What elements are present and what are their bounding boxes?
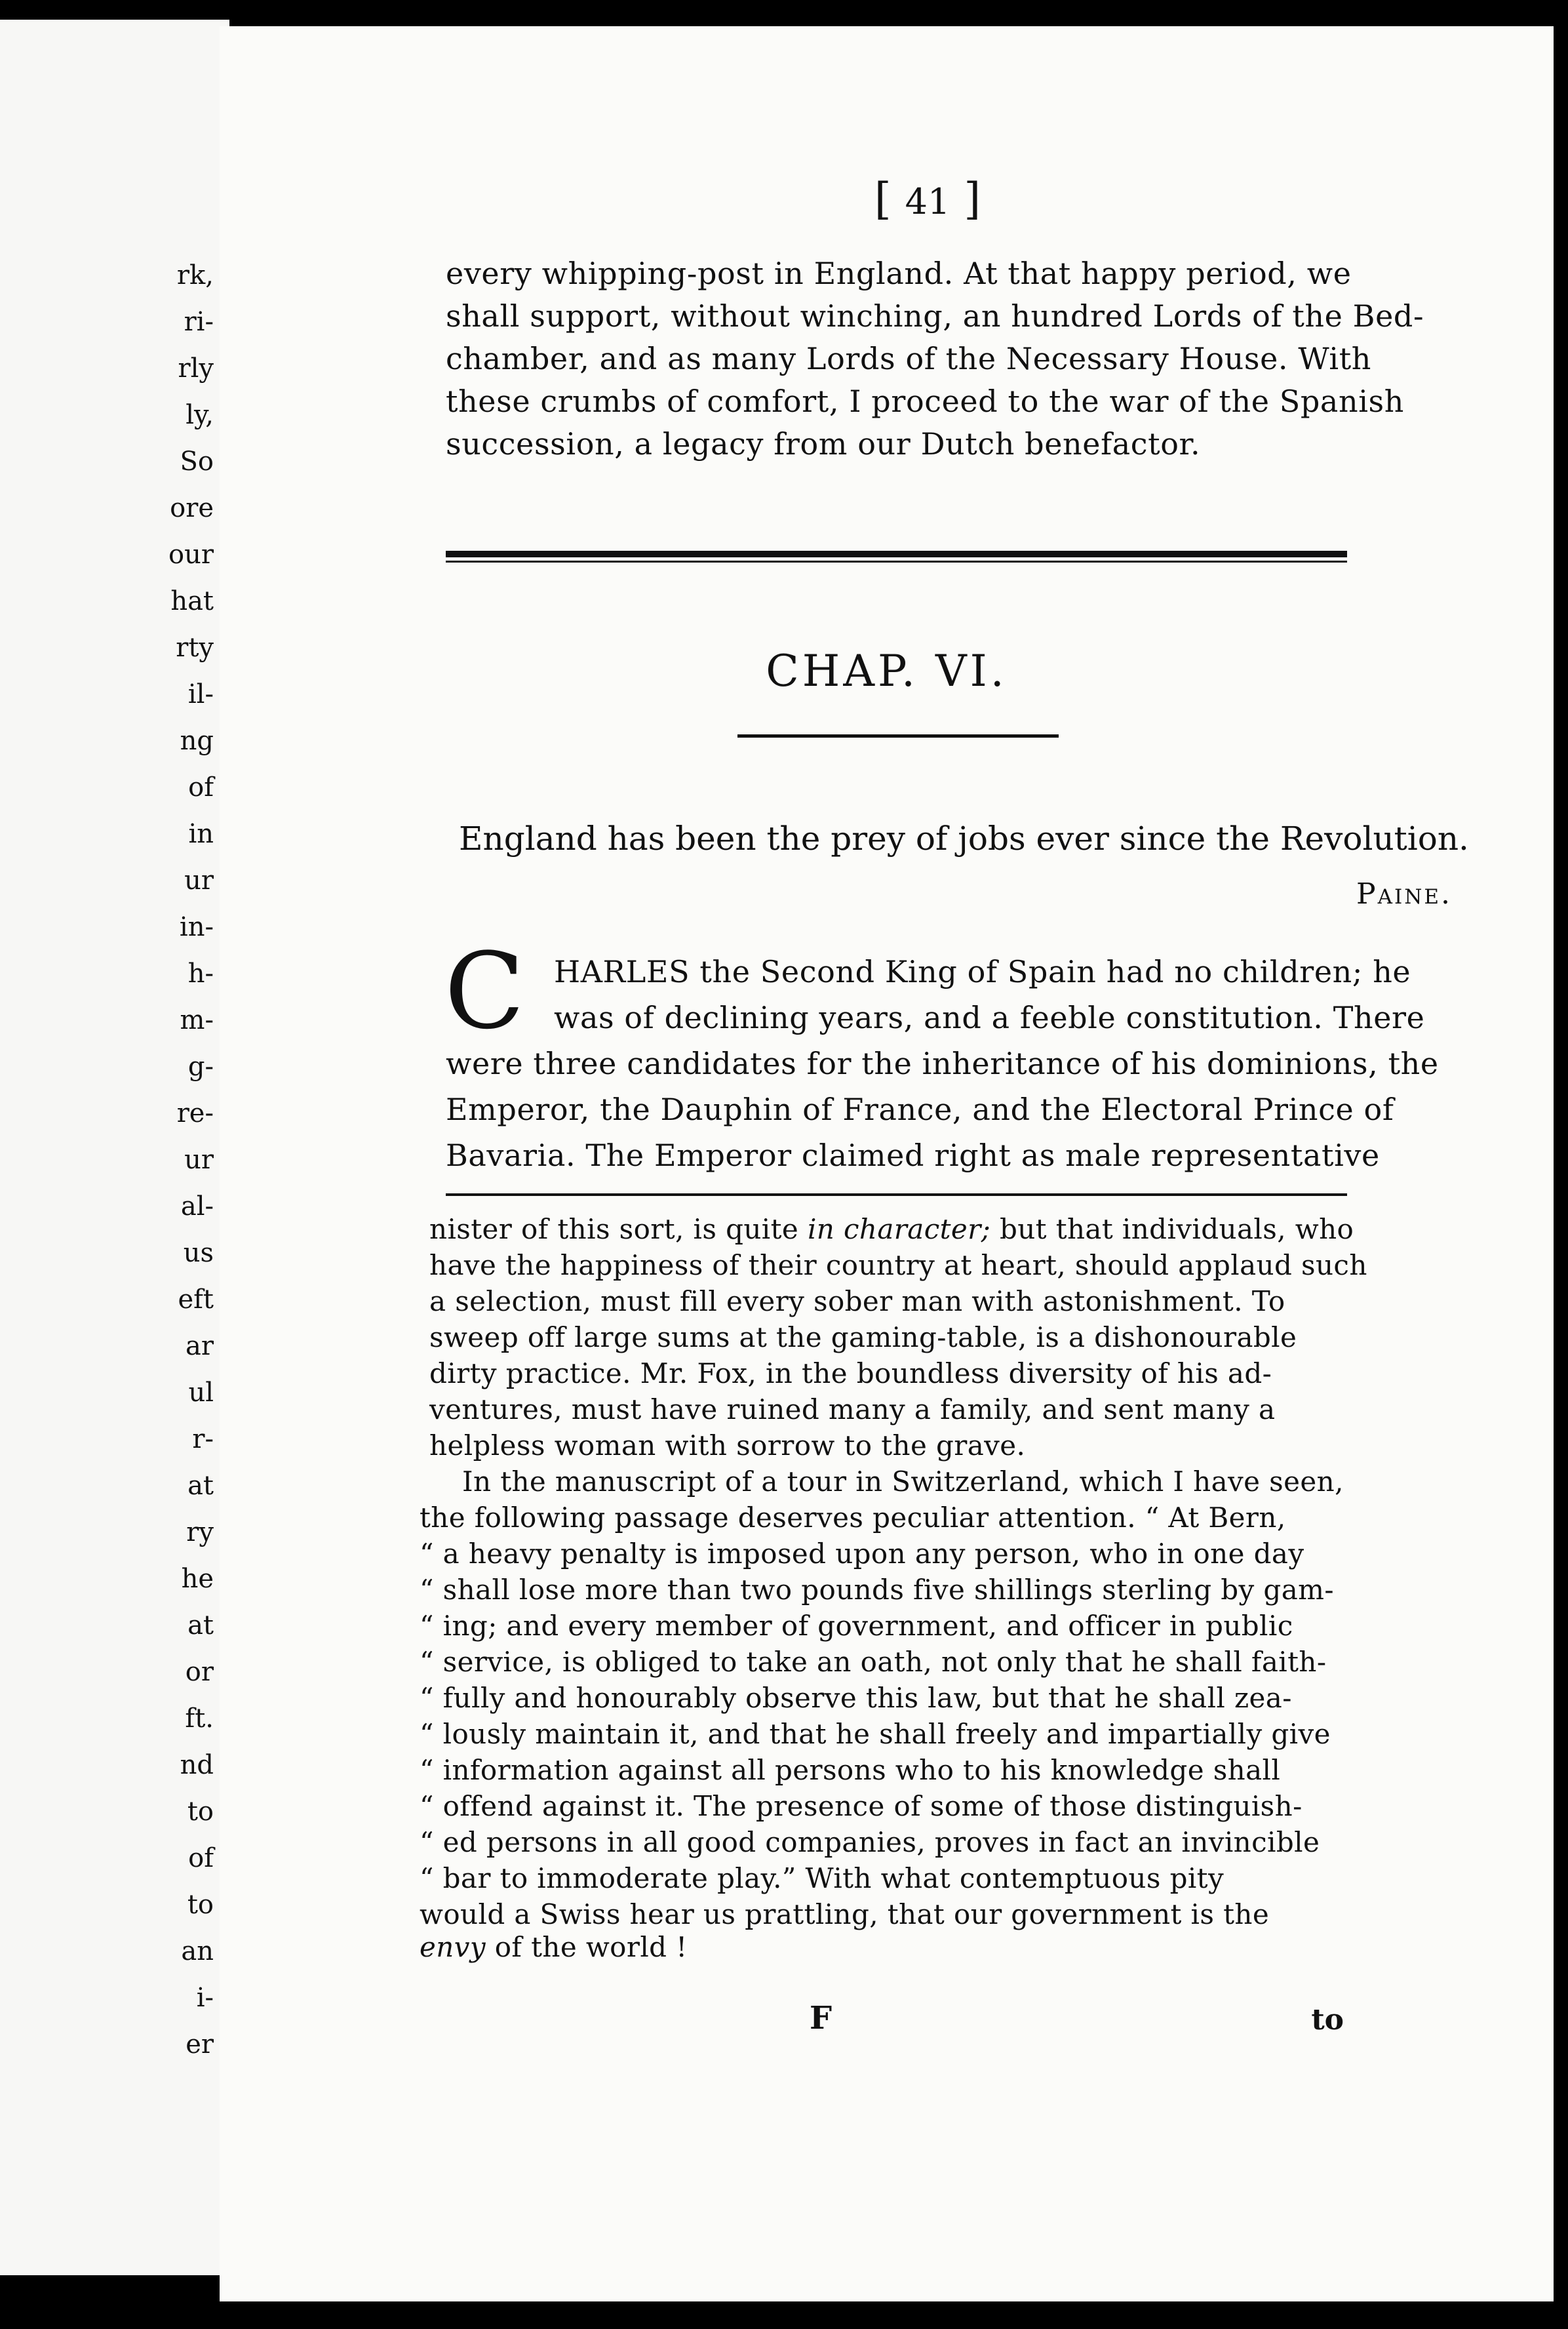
section-rule xyxy=(446,551,1347,557)
footnote-rule xyxy=(446,1193,1347,1196)
facing-page-fragment: at xyxy=(187,1471,214,1501)
facing-page-fragment: g- xyxy=(187,1052,214,1082)
facing-page-fragment: ri- xyxy=(184,307,214,337)
footnote-line: dirty practice. Mr. Fox, in the boundless diversity of his ad- xyxy=(429,1357,1272,1389)
facing-page-fragment: at xyxy=(187,1610,214,1641)
footnote-line: the following passage deserves peculiar attention. “ At Bern, xyxy=(420,1502,1286,1534)
footnote-line: helpless woman with sorrow to the grave. xyxy=(429,1429,1026,1462)
facing-page-fragment: to xyxy=(187,1890,214,1920)
footnote-line: ventures, must have ruined many a family, and sent many a xyxy=(429,1393,1276,1425)
footnote-line: envy of the world ! xyxy=(420,1931,688,1963)
footnote-line: “ a heavy penalty is imposed upon any person, who in one day xyxy=(420,1538,1304,1570)
chapter-title: CHAP. VI. xyxy=(766,646,1008,696)
facing-page-fragment: us xyxy=(183,1238,214,1268)
body-line: Emperor, the Dauphin of France, and the Electoral Prince of xyxy=(446,1092,1394,1127)
facing-page-fragment: r- xyxy=(192,1424,214,1454)
epigraph: England has been the prey of jobs ever since the Revolution. xyxy=(459,820,1469,858)
facing-page-fragment: rly xyxy=(178,353,214,384)
catchword: to xyxy=(1311,2003,1344,2037)
page-number: [ 41 ] xyxy=(874,174,981,224)
facing-page-fragment: ur xyxy=(184,1145,214,1175)
facing-page-fragment: in- xyxy=(179,912,214,942)
epigraph-author: Paine. xyxy=(1356,877,1452,911)
body-line: was of declining years, and a feeble constitution. There xyxy=(554,1000,1425,1035)
facing-page-fragment: ft. xyxy=(185,1703,214,1734)
footnote-line: “ lously maintain it, and that he shall freely and impartially give xyxy=(420,1718,1331,1750)
footnote-line: “ bar to immoderate play.” With what contemptuous pity xyxy=(420,1862,1225,1894)
footnote-line: a selection, must fill every sober man with astonishment. To xyxy=(429,1285,1285,1317)
facing-page-fragment: to xyxy=(187,1797,214,1827)
facing-page-fragment: rty xyxy=(176,633,214,663)
footnote-line: sweep off large sums at the gaming-table, is a dishonourable xyxy=(429,1321,1297,1353)
facing-page-fragment: or xyxy=(185,1657,214,1687)
footnote-line: “ information against all persons who to his knowledge shall xyxy=(420,1754,1281,1786)
facing-page-fragment: re- xyxy=(176,1098,214,1128)
footnote-line: “ fully and honourably observe this law, but that he shall zea- xyxy=(420,1682,1292,1714)
facing-page-fragment: m- xyxy=(180,1005,214,1035)
footnote-line: would a Swiss hear us prattling, that our government is the xyxy=(420,1898,1270,1930)
footnote-line: In the manuscript of a tour in Switzerland, which I have seen, xyxy=(462,1465,1344,1498)
facing-page-fragment: er xyxy=(186,2029,214,2060)
facing-page-fragment: So xyxy=(180,447,214,477)
signature-mark: F xyxy=(810,2000,833,2037)
text-line: succession, a legacy from our Dutch benefactor. xyxy=(446,426,1201,462)
footnote-line: have the happiness of their country at heart, should applaud such xyxy=(429,1249,1367,1281)
facing-page-edge xyxy=(0,20,229,2275)
facing-page-fragment: ng xyxy=(180,726,214,756)
facing-page-fragment: ry xyxy=(186,1517,214,1547)
body-line: were three candidates for the inheritance of his dominions, the xyxy=(446,1046,1439,1081)
facing-page-fragment: an xyxy=(181,1936,214,1966)
facing-page-fragment: ore xyxy=(170,493,214,523)
text-line: chamber, and as many Lords of the Necessary House. With xyxy=(446,341,1372,376)
text-line: every whipping-post in England. At that happy period, we xyxy=(446,256,1352,291)
facing-page-fragment: of xyxy=(188,772,214,803)
facing-page-fragment: rk, xyxy=(176,260,214,290)
drop-cap: C xyxy=(444,930,525,1052)
body-line: Bavaria. The Emperor claimed right as male representative xyxy=(446,1138,1380,1173)
text-line: shall support, without winching, an hundred Lords of the Bed- xyxy=(446,298,1424,334)
facing-page-fragment: h- xyxy=(187,959,214,989)
text-line: these crumbs of comfort, I proceed to the war of the Spanish xyxy=(446,384,1404,419)
facing-page-fragment: hat xyxy=(170,586,214,616)
facing-page-fragment: ur xyxy=(184,866,214,896)
facing-page-fragment: of xyxy=(188,1843,214,1873)
section-rule-thin xyxy=(446,561,1347,563)
facing-page-fragment: ul xyxy=(188,1378,214,1408)
facing-page-fragment: nd xyxy=(180,1750,214,1780)
footnote-line: “ offend against it. The presence of some of those distinguish- xyxy=(420,1790,1303,1822)
body-line: HARLES the Second King of Spain had no children; he xyxy=(554,954,1411,989)
facing-page-fragment: il- xyxy=(187,679,214,709)
footnote-line: “ service, is obliged to take an oath, not only that he shall faith- xyxy=(420,1646,1327,1678)
facing-page-fragment: ar xyxy=(186,1331,214,1361)
facing-page-fragment: i- xyxy=(196,1983,214,2013)
footnote-line: “ ed persons in all good companies, proves in fact an invincible xyxy=(420,1826,1320,1858)
facing-page-fragment: our xyxy=(168,540,214,570)
title-rule xyxy=(737,734,1059,738)
facing-page-fragment: in xyxy=(188,819,214,849)
book-page xyxy=(220,26,1554,2301)
facing-page-fragment: eft xyxy=(178,1284,214,1315)
facing-page-fragment: ly, xyxy=(186,400,214,430)
footnote-line: “ shall lose more than two pounds five shillings sterling by gam- xyxy=(420,1574,1334,1606)
footnote-line: nister of this sort, is quite in character; but that individuals, who xyxy=(429,1213,1354,1245)
facing-page-fragment: he xyxy=(181,1564,214,1594)
facing-page-fragment: al- xyxy=(180,1191,214,1222)
footnote-line: “ ing; and every member of government, and officer in public xyxy=(420,1610,1293,1642)
